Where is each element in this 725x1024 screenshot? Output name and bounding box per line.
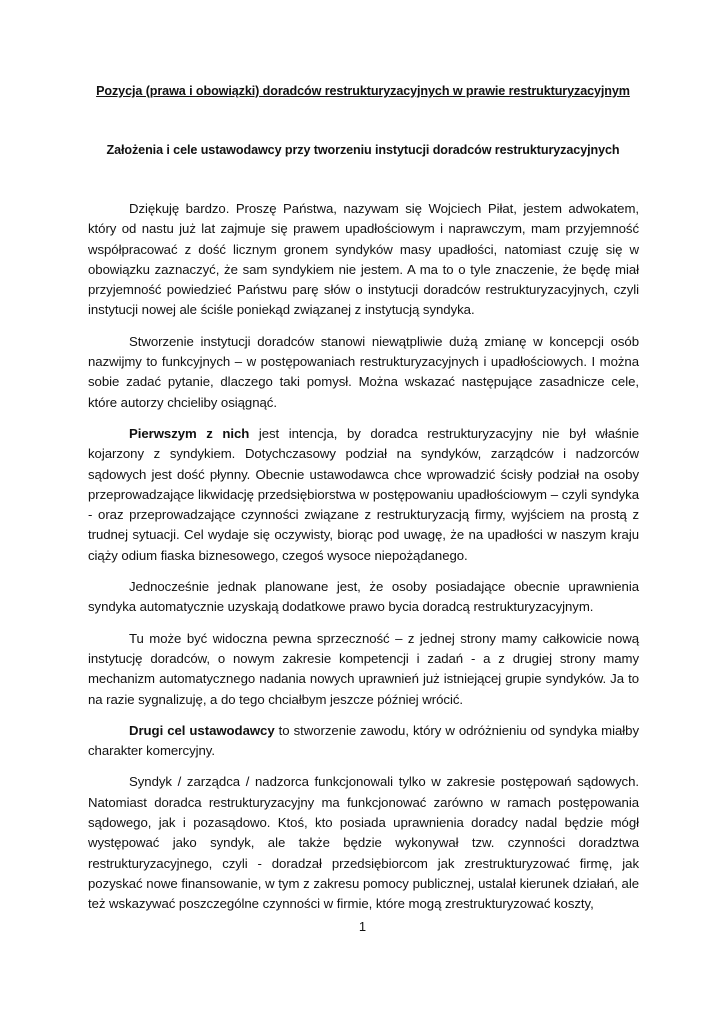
paragraph-text: Tu może być widoczna pewna sprzeczność – z jednej strony mamy całkowicie nową instytucję doradców, o nowym zakresie kompetencji i zadań - a z drugiej strony mamy mechanizm automatycznego nadania nowych uprawnień już istniejącej grupie syndyków. Ja to na razie sygnalizuję, a do tego chciałbym jeszcze później wrócić. [88,630,639,707]
paragraph-lead: Drugi cel ustawodawcy [129,722,275,738]
section-heading: Założenia i cele ustawodawcy przy tworzeniu instytucji doradców restrukturyzacyjnych [106,143,620,157]
paragraph-1 [88,199,639,321]
paragraph-text: to stworzenie zawodu, który w odróżnieniu od syndyka miałby charakter komercyjny. [88,722,639,759]
page-number: 1 [358,919,367,934]
paragraph-text: Dziękuję bardzo. Proszę Państwa, nazywam się Wojciech Piłat, jestem adwokatem, który od nastu już lat zajmuje się prawem upadłościowym i naprawczym, mam przyjemność współpracować z dość licznym gronem syndyków masy upadłości, natomiast czuję się w obowiązku zaznaczyć, że sam syndykiem nie jestem. A ma to o tyle znaczenie, że będę miał przyjemność powiedzieć Państwu parę słów o instytucji doradców restrukturyzacyjnych, czyli instytucji nowej ale ściśle poniekąd związanej z instytucją syndyka. [88,201,639,318]
document-body [88,199,639,926]
paragraph-4 [88,577,639,618]
paragraph-text: Syndyk / zarządca / nadzorca funkcjonowali tylko w zakresie postępowań sądowych. Natomiast doradca restrukturyzacyjny ma funkcjonować zarówno w ramach postępowania sądowego, jak i pozasądowo. Ktoś, kto posiada uprawnienia doradcy nadal będzie mógł występować jako syndyk, ale także będzie wykonywał tzw. czynności doradztwa restrukturyzacyjnego, czyli - doradzał przedsiębiorcom jak zrestrukturyzować firmę, jak pozyskać nowe finansowanie, w tym z zakresu pomocy publicznej, ustalał kierunek działań, ale też wskazywać poszczególne czynności w firmie, które mogą zrestrukturyzować koszty, [88,774,639,912]
paragraph-2 [88,332,639,413]
paragraph-5 [88,629,639,710]
paragraph-6 [88,721,639,762]
paragraph-3 [88,424,639,566]
paragraph-lead: Pierwszym z nich [129,425,250,441]
paragraph-7 [88,772,639,914]
document-title: Pozycja (prawa i obowiązki) doradców restrukturyzacyjnych w prawie restrukturyzacyjnym [96,84,630,98]
paragraph-text: Jednocześnie jednak planowane jest, że osoby posiadające obecnie uprawnienia syndyka automatycznie uzyskają dodatkowe prawo bycia doradcą restrukturyzacyjnym. [88,579,639,615]
paragraph-text: Stworzenie instytucji doradców stanowi niewątpliwie dużą zmianę w koncepcji osób nazwijmy to funkcyjnych – w postępowaniach restrukturyzacyjnych i upadłościowych. I można sobie zadać pytanie, dlaczego taki pomysł. Można wskazać następujące zasadnicze cele, które autorzy chcieliby osiągnąć. [88,333,639,410]
paragraph-text: jest intencja, by doradca restrukturyzacyjny nie był właśnie kojarzony z syndykiem. Dotychczasowy podział na syndyków, zarządców i nadzorców sądowych jest dość płynny. Obecnie ustawodawca chce wprowadzić ścisły podział na osoby przeprowadzające likwidację przedsiębiorstwa w postępowaniu upadłościowym – czyli syndyka - oraz przeprowadzające czynności związane z restrukturyzacją firmy, wyjściem na prostą z trudnej sytuacji. Cel wydaje się oczywisty, biorąc pod uwagę, że na upadłości w naszym kraju ciąży odium fiaska biznesowego, czegoś wysoce niepożądanego. [88,425,640,563]
